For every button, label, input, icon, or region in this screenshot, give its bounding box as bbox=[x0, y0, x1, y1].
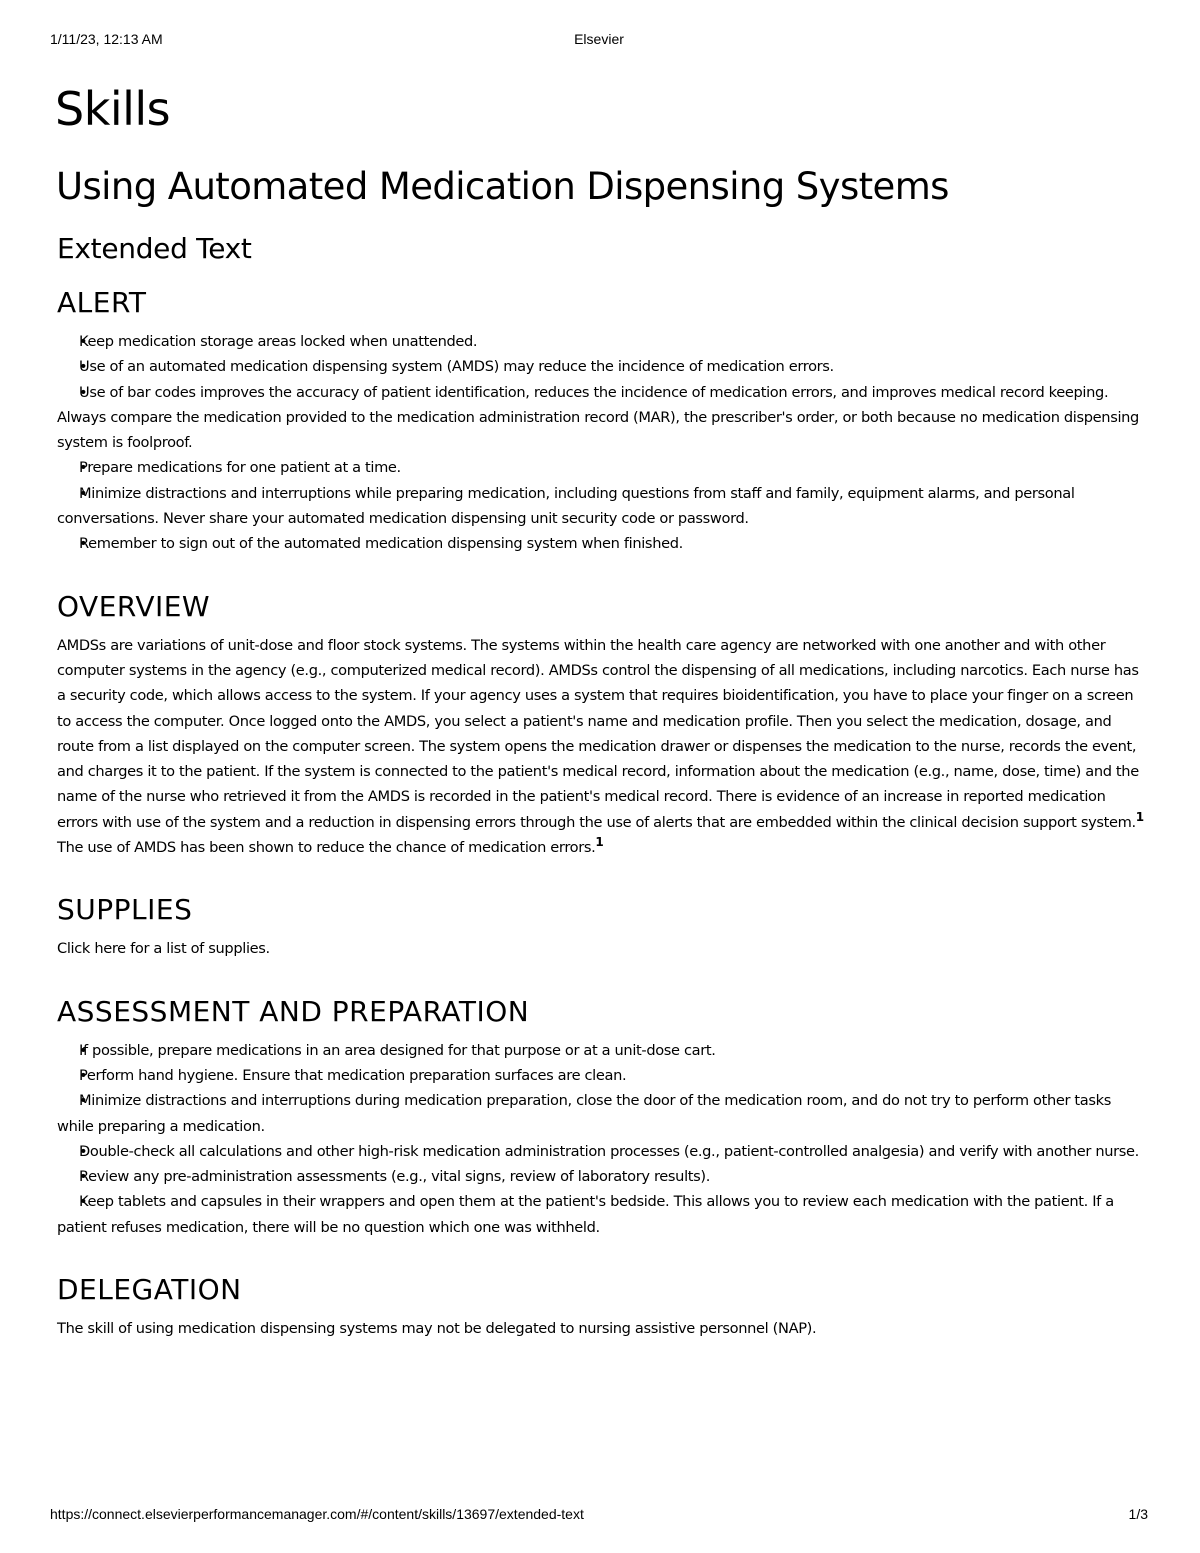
overview-text: AMDSs are variations of unit-dose and floor stock systems. The systems within the health care agency are networked with one another and with other computer systems in the agency (e.g., computerized medical record). AMDSs control the dispensing of all medications, including narcotics. Each nurse has a security code, which allows access to the system. If your agency uses a system that requires bioidentification, you have to place your finger on a screen to access the computer. Once logged onto the AMDS, you select a patient's name and medication profile. Then you select the medication, dosage, and route from a list displayed on the computer screen. The system opens the medication drawer or dispenses the medication to the nurse, records the event, and charges it to the patient. If the system is connected to the patient's medical record, information about the medication (e.g., name, dose, time) and the name of the nurse who retrieved it from the AMDS is recorded in the patient's medical record. There is evidence of an increase in reported medication errors with use of the system and a reduction in dispensing errors through the use of alerts that are embedded within the clinical decision support system. bbox=[57, 636, 1139, 831]
print-page-number: 1/3 bbox=[1128, 1506, 1148, 1522]
list-item bbox=[57, 1189, 1147, 1240]
list-item-text: Perform hand hygiene. Ensure that medication preparation surfaces are clean. bbox=[79, 1066, 627, 1084]
assessment-heading: ASSESSMENT AND PREPARATION bbox=[57, 994, 530, 1028]
list-item bbox=[57, 354, 1147, 379]
reference-2-link[interactable]: 1 bbox=[595, 835, 604, 850]
list-item bbox=[57, 531, 1147, 556]
list-item bbox=[57, 481, 1147, 532]
document-content bbox=[57, 80, 1147, 1341]
assessment-list bbox=[57, 1038, 1147, 1240]
overview-text-2: The use of AMDS has been shown to reduce the chance of medication errors. bbox=[57, 839, 596, 857]
print-site-name: Elsevier bbox=[574, 31, 624, 47]
list-item bbox=[57, 455, 1147, 480]
list-item bbox=[57, 1139, 1147, 1164]
list-item bbox=[57, 1038, 1147, 1063]
list-item-text: Keep tablets and capsules in their wrappers and open them at the patient's bedside. This allows you to review each medication with the patient. If a patient refuses medication, there will be no question which one was withheld. bbox=[57, 1193, 1114, 1236]
alert-heading: ALERT bbox=[57, 286, 147, 319]
list-item bbox=[57, 1063, 1147, 1088]
list-item-text: Minimize distractions and interruptions while preparing medication, including questions from staff and family, equipment alarms, and personal conversations. Never share your automated medication dispensing unit security code or password. bbox=[57, 484, 1075, 528]
list-item-text: Keep medication storage areas locked when unattended. bbox=[79, 333, 478, 350]
print-footer bbox=[50, 1506, 1148, 1524]
page-title: Using Automated Medication Dispensing Systems bbox=[56, 165, 949, 208]
list-item bbox=[57, 1164, 1147, 1189]
list-item-text: Review any pre-administration assessments (e.g., vital signs, review of laboratory results). bbox=[79, 1168, 711, 1186]
list-item bbox=[57, 329, 1147, 354]
list-item bbox=[57, 1088, 1147, 1139]
list-item-text: Prepare medications for one patient at a time. bbox=[79, 459, 401, 477]
list-item-text: Use of an automated medication dispensing system (AMDS) may reduce the incidence of medication errors. bbox=[79, 358, 834, 376]
alert-list bbox=[57, 329, 1147, 557]
supplies-heading: SUPPLIES bbox=[57, 893, 193, 927]
overview-paragraph bbox=[57, 633, 1147, 861]
category-heading: Skills bbox=[55, 82, 171, 136]
supplies-list-link[interactable]: Click here for a list of supplies. bbox=[57, 940, 270, 958]
supplies-paragraph bbox=[57, 936, 1147, 961]
delegation-text: The skill of using medication dispensing systems may not be delegated to nursing assistive personnel (NAP). bbox=[57, 1320, 817, 1338]
print-header bbox=[50, 31, 1148, 49]
list-item bbox=[57, 380, 1147, 456]
overview-heading: OVERVIEW bbox=[57, 589, 211, 623]
delegation-heading: DELEGATION bbox=[57, 1273, 242, 1307]
list-item-text: Remember to sign out of the automated medication dispensing system when finished. bbox=[79, 535, 683, 553]
list-item-text: If possible, prepare medications in an area designed for that purpose or at a unit-dose cart. bbox=[79, 1041, 716, 1059]
list-item-text: Double-check all calculations and other high-risk medication administration processes (e.g., patient-controlled analgesia) and verify with another nurse. bbox=[79, 1142, 1139, 1160]
list-item-text: Minimize distractions and interruptions during medication preparation, close the door of the medication room, and do not try to perform other tasks while preparing a medication. bbox=[57, 1092, 1111, 1135]
reference-1-link[interactable]: 1 bbox=[1135, 809, 1144, 824]
print-datetime: 1/11/23, 12:13 AM bbox=[50, 31, 163, 47]
print-url: https://connect.elsevierperformancemanager.com/#/content/skills/13697/extended-text bbox=[50, 1506, 584, 1522]
list-item-text: Use of bar codes improves the accuracy of patient identification, reduces the incidence of medication errors, and improves medical record keeping. Always compare the medication provided to the medication administration record (MAR), the prescriber's order, or both because no medication dispensing system is foolproof. bbox=[57, 383, 1139, 452]
page-subtitle: Extended Text bbox=[57, 232, 252, 265]
